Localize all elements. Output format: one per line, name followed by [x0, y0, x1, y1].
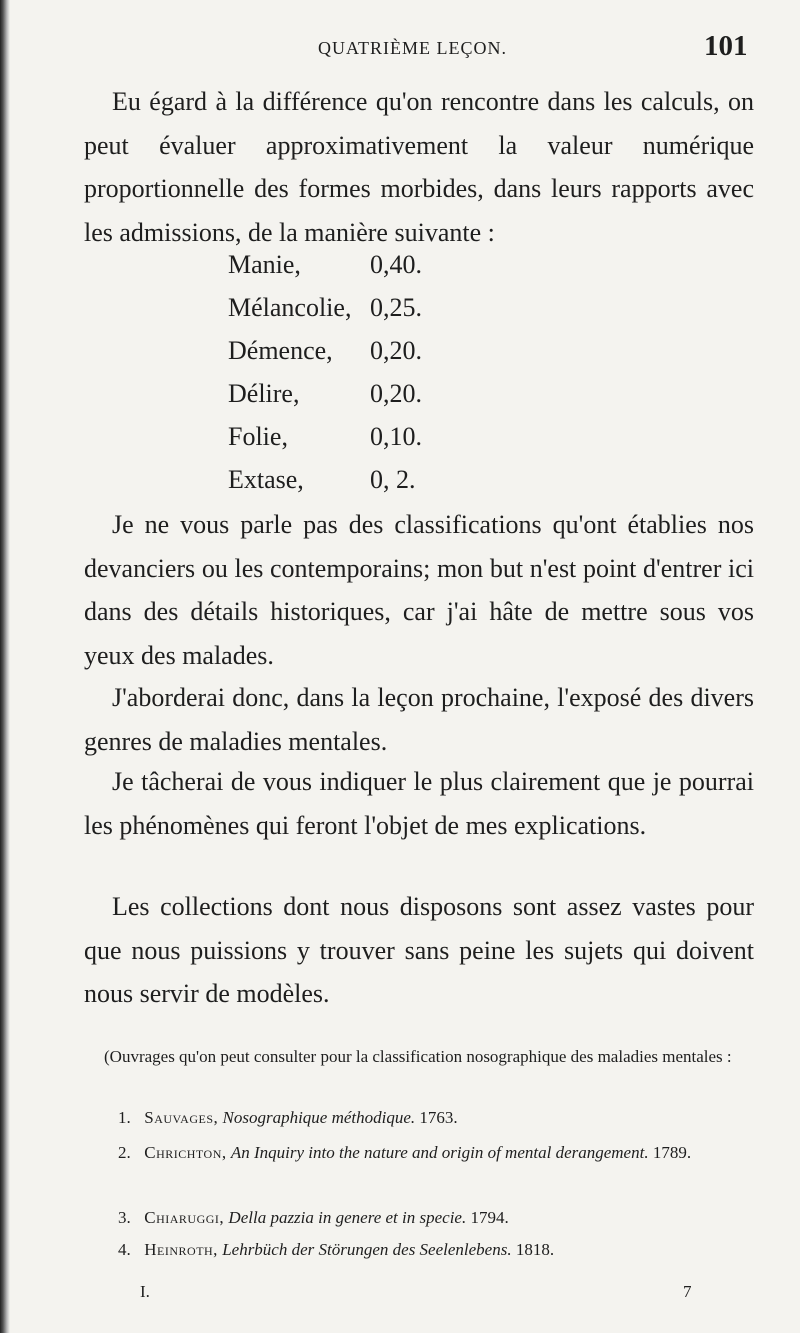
- page-number: 101: [704, 30, 748, 62]
- reference-author: Chrichton,: [144, 1143, 227, 1162]
- ratio-value: 0,10.: [370, 422, 422, 451]
- ratio-name: Délire,: [228, 379, 300, 408]
- page-edge-shadow: [0, 0, 10, 1333]
- ratio-value: 0, 2.: [370, 465, 416, 494]
- ratio-row: [228, 422, 528, 465]
- body-paragraph: J'aborderai donc, dans la leçon prochaine, l'exposé des divers genres de maladies mentales.: [84, 683, 754, 756]
- reference-title: Lehrbüch der Störungen des Seelenlebens.: [222, 1240, 512, 1259]
- reference-item: 2. Chrichton, An Inquiry into the nature and origin of mental derangement. 1789.: [118, 1143, 692, 1162]
- reference-author: Chiaruggi,: [144, 1208, 225, 1227]
- ratio-name: Folie,: [228, 422, 288, 451]
- ratio-row: [228, 336, 528, 379]
- reference-year: 1818.: [515, 1240, 555, 1259]
- sheet-number: 7: [683, 1282, 692, 1301]
- running-header: QUATRIÈME LEÇON.: [318, 38, 507, 58]
- ratio-name: Extase,: [228, 465, 304, 494]
- reference-title: Nosographique méthodique.: [222, 1108, 416, 1127]
- body-paragraph: Les collections dont nous disposons sont assez vastes pour que nous puissions y trouver sans peine les sujets qui doivent nous servir de modèles.: [84, 892, 754, 1008]
- ratio-value: 0,20.: [370, 336, 422, 365]
- ratio-value: 0,40.: [370, 250, 422, 279]
- reference-title: An Inquiry into the nature and origin of mental derangement.: [230, 1143, 649, 1162]
- body-paragraph: Je tâcherai de vous indiquer le plus clairement que je pourrai les phénomènes qui feront l'objet de mes explications.: [84, 767, 754, 840]
- ratio-row: [228, 250, 528, 293]
- intro-text: Eu égard à la différence qu'on rencontre dans les calculs, on peut évaluer approximativement la valeur numérique proportionnelle des formes morbides, dans leurs rapports avec les admissions, de la manière suivante :: [84, 87, 754, 247]
- ratio-row: [228, 293, 528, 336]
- ratio-row: [228, 465, 528, 508]
- intro-paragraph: [84, 80, 754, 254]
- ratio-name: Mélancolie,: [228, 293, 352, 322]
- ratio-value: 0,20.: [370, 379, 422, 408]
- signature-mark: I.: [140, 1282, 150, 1301]
- reference-author: Sauvages,: [144, 1108, 219, 1127]
- reference-item: 1. Sauvages, Nosographique méthodique. 1763.: [118, 1108, 458, 1127]
- reference-title: Della pazzia in genere et in specie.: [228, 1208, 467, 1227]
- ratio-name: Manie,: [228, 250, 301, 279]
- ratio-value: 0,25.: [370, 293, 422, 322]
- reference-year: 1789.: [652, 1143, 692, 1162]
- ratio-name: Démence,: [228, 336, 333, 365]
- reference-year: 1794.: [470, 1208, 509, 1227]
- bibliography-intro: (Ouvrages qu'on peut consulter pour la classification nosographique des maladies mentales :: [104, 1047, 732, 1066]
- body-paragraph: Je ne vous parle pas des classifications qu'ont établies nos devanciers ou les contemporains; mon but n'est point d'entrer ici dans des détails historiques, car j'ai hâte de mettre sous vos yeux des malades.: [84, 510, 754, 670]
- ratio-list: [228, 250, 528, 508]
- reference-author: Heinroth,: [144, 1240, 218, 1259]
- ratio-row: [228, 379, 528, 422]
- reference-year: 1763.: [419, 1108, 458, 1127]
- reference-item: 3. Chiaruggi, Della pazzia in genere et in specie. 1794.: [118, 1208, 509, 1227]
- reference-item: 4. Heinroth, Lehrbüch der Störungen des Seelenlebens. 1818.: [118, 1240, 555, 1259]
